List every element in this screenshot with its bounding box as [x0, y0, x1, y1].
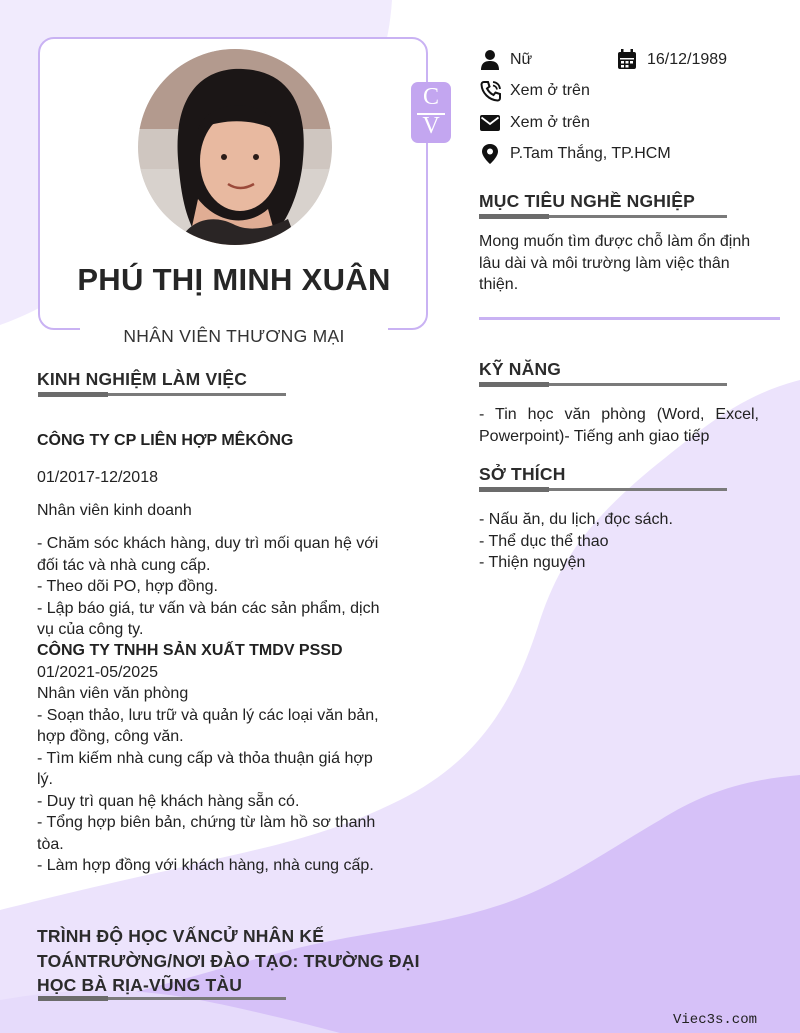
email-row [480, 112, 680, 134]
education-rule [38, 997, 286, 1000]
job-description-line: - Lập báo giá, tư vấn và bán các sản phẩm, dịch [37, 599, 380, 617]
cv-badge-bottom: V [422, 113, 440, 139]
objective-line: lâu dài và môi trường làm việc thân [479, 254, 730, 272]
footer-brand: Viec3s.com [673, 1012, 758, 1028]
job-description-line: - Theo dõi PO, hợp đồng. [37, 578, 218, 595]
phone-icon [480, 80, 502, 102]
candidate-name: PHÚ THỊ MINH XUÂN [77, 262, 391, 297]
education-line: HỌC BÀ RỊA-VŨNG TÀU [37, 975, 243, 995]
cv-badge-top: C [422, 84, 439, 110]
education-line: TRÌNH ĐỘ HỌC VẤNCỬ NHÂN KẾ [37, 926, 325, 946]
user-icon [480, 49, 500, 71]
phone-row [480, 80, 680, 102]
address-value: P.Tam Thắng, TP.HCM [510, 145, 671, 162]
skills-rule [479, 383, 727, 386]
envelope-icon [480, 112, 500, 134]
hobbies-rule [479, 488, 727, 491]
work-period: 01/2017-12/2018 [37, 469, 158, 486]
birthdate-value: 16/12/1989 [647, 51, 728, 68]
objective-line: Mong muốn tìm được chỗ làm ổn định [479, 233, 751, 250]
job-description-line: lý. [37, 771, 53, 788]
company-name: CÔNG TY CP LIÊN HỢP MÊKÔNG [37, 432, 294, 449]
skills-line: - Tin học văn phòng (Word, Excel, [479, 406, 759, 423]
address-row [480, 143, 720, 165]
work-period: 01/2021-05/2025 [37, 663, 158, 681]
job-description-line: - Chăm sóc khách hàng, duy trì mối quan hệ với [37, 535, 379, 552]
company-name: CÔNG TY TNHH SẢN XUẤT TMDV PSSD [37, 642, 343, 659]
job-description-line: - Duy trì quan hệ khách hàng sẵn có. [37, 792, 300, 810]
job-description-line: - Tổng hợp biên bản, chứng từ làm hồ sơ thanh [37, 814, 376, 831]
objective-text [479, 231, 779, 296]
avatar [138, 49, 332, 245]
job-entry-2 [37, 640, 437, 877]
cv-badge [411, 82, 451, 143]
avatar-photo [138, 49, 332, 245]
job-description-line: - Soạn thảo, lưu trữ và quản lý các loại văn bản, [37, 706, 379, 724]
hobbies-text [479, 509, 759, 574]
right-divider [479, 317, 780, 320]
objective-line: thiện. [479, 276, 519, 293]
job-role: Nhân viên văn phòng [37, 685, 189, 702]
hobbies-line: - Nấu ăn, du lịch, đọc sách. [479, 511, 673, 528]
birthdate-row [617, 49, 767, 71]
email-value: Xem ở trên [510, 114, 590, 131]
education-heading [37, 924, 437, 998]
education-line: TOÁNTRƯỜNG/NƠI ĐÀO TẠO: TRƯỜNG ĐẠI [37, 950, 420, 971]
skills-heading: KỸ NĂNG [479, 359, 562, 379]
job-description-line: hợp đồng, công văn. [37, 728, 184, 745]
skills-line: Powerpoint)- Tiếng anh giao tiếp [479, 427, 710, 445]
job-title: NHÂN VIÊN THƯƠNG MẠI [80, 323, 388, 349]
job-role: Nhân viên kinh doanh [37, 502, 192, 519]
gender-value: Nữ [510, 51, 533, 68]
experience-rule [38, 393, 286, 396]
skills-text [479, 404, 759, 447]
calendar-icon [617, 49, 637, 71]
job-description-line: - Làm hợp đồng với khách hàng, nhà cung cấp. [37, 857, 374, 874]
objective-rule [479, 215, 727, 218]
job-description-line: đối tác và nhà cung cấp. [37, 556, 211, 574]
map-pin-icon [480, 143, 500, 165]
hobbies-line: - Thể dục thể thao [479, 532, 609, 550]
gender-row [480, 49, 610, 71]
hobbies-heading: SỞ THÍCH [479, 464, 566, 484]
job-description [37, 533, 437, 641]
job-description-line: vụ của công ty. [37, 621, 144, 638]
experience-heading: KINH NGHIỆM LÀM VIỆC [37, 369, 248, 389]
objective-heading: MỤC TIÊU NGHỀ NGHIỆP [479, 191, 695, 211]
hobbies-line: - Thiện nguyện [479, 554, 586, 571]
job-description-line: tòa. [37, 835, 64, 853]
phone-value: Xem ở trên [510, 82, 590, 99]
job-description-line: - Tìm kiếm nhà cung cấp và thỏa thuận giá hợp [37, 749, 373, 767]
